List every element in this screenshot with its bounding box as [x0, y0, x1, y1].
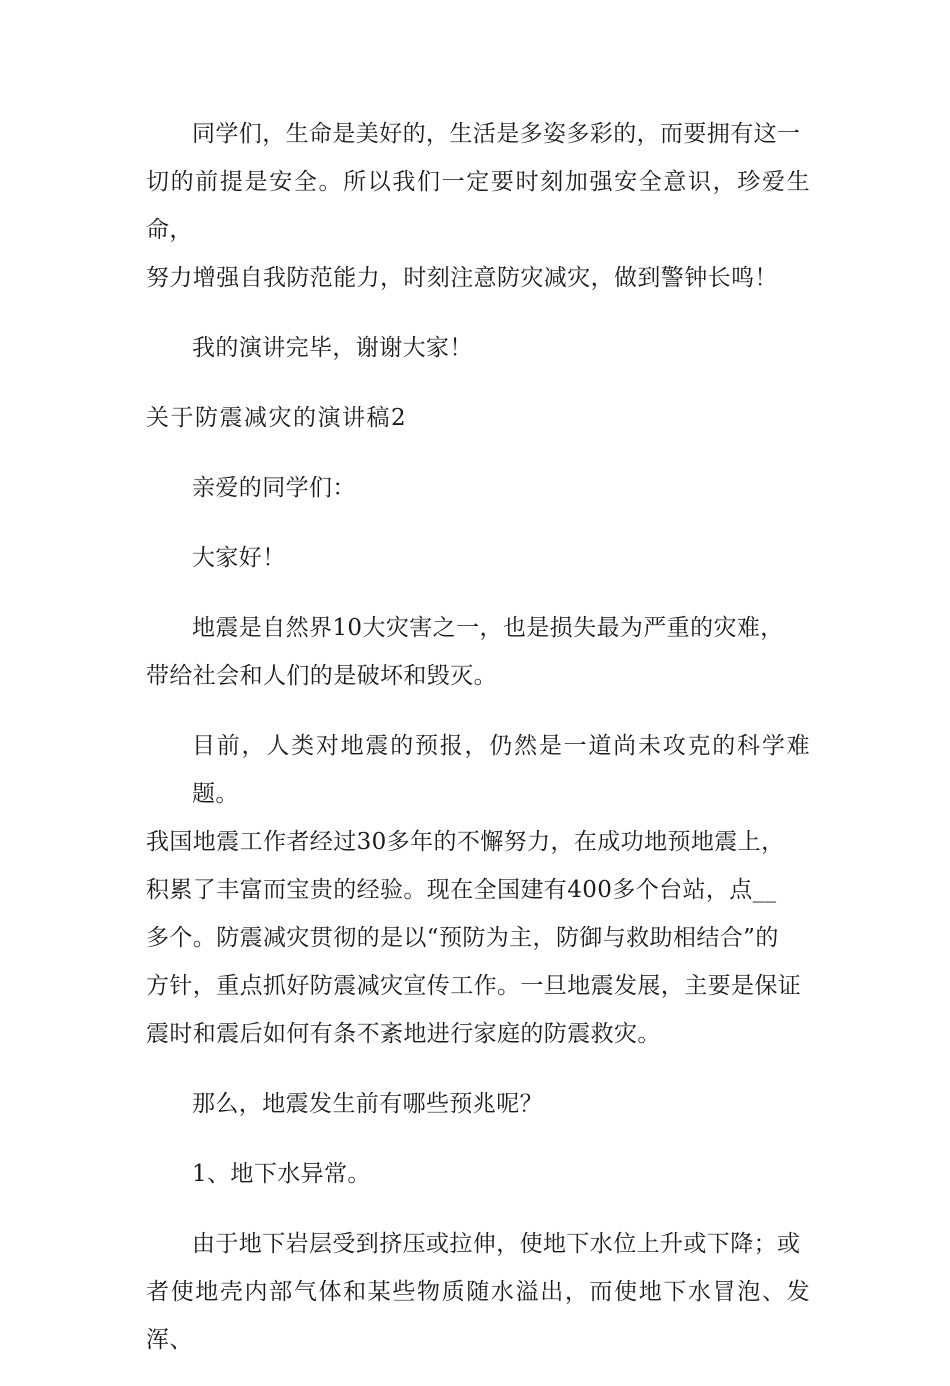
text-line: 积累了丰富而宝贵的经验。现在全国建有400多个台站，点__ [146, 877, 777, 903]
closing-paragraph [146, 110, 810, 302]
text-line: 亲爱的同学们： [192, 475, 356, 501]
body-paragraph [146, 604, 810, 700]
text-line: 切的前提是安全。所以我们一定要时刻加强安全意识，珍爱生命， [146, 169, 810, 243]
text-line: 震时和震后如何有条不紊地进行家庭的防震救灾。 [146, 1021, 661, 1047]
text-line: 那么，地震发生前有哪些预兆呢？ [192, 1091, 543, 1117]
text-line: 地震是自然界10大灾害之一，也是损失最为严重的灾难， [192, 615, 784, 641]
text-line: 1、地下水异常。 [192, 1161, 371, 1187]
text-line: 目前，人类对地震的预报，仍然是一道尚未攻克的科学难题。 [192, 733, 810, 807]
text-line: 者使地壳内部气体和某些物质随水溢出，而使地下水冒泡、发浑、 [146, 1279, 810, 1353]
text-line: 方针，重点抓好防震减灾宣传工作。一旦地震发展，主要是保证 [146, 973, 802, 999]
document-body [146, 110, 810, 1386]
list-item-heading [146, 1150, 810, 1198]
text-line: 我国地震工作者经过30多年的不懈努力，在成功地预地震上， [146, 829, 785, 855]
text-line: 我的演讲完毕，谢谢大家！ [192, 335, 473, 361]
question-paragraph [146, 1080, 810, 1128]
section-title: 关于防震减灾的演讲稿2 [146, 405, 408, 431]
text-line: 努力增强自我防范能力，时刻注意防灾减灾，做到警钟长鸣！ [146, 265, 778, 291]
text-line: 由于地下岩层受到挤压或拉伸，使地下水位上升或下降；或 [192, 1231, 801, 1257]
text-line: 多个。防震减灾贯彻的是以“预防为主，防御与救助相结合”的 [146, 925, 779, 951]
body-paragraph [146, 1220, 810, 1364]
text-line: 大家好！ [192, 545, 286, 571]
salutation-paragraph [146, 464, 810, 512]
greeting-paragraph [146, 534, 810, 582]
text-line: 带给社会和人们的是破坏和毁灭。 [146, 663, 497, 689]
thanks-paragraph [146, 324, 810, 372]
text-line: 同学们，生命是美好的，生活是多姿多彩的，而要拥有这一 [192, 121, 801, 147]
body-paragraph [146, 722, 810, 1058]
